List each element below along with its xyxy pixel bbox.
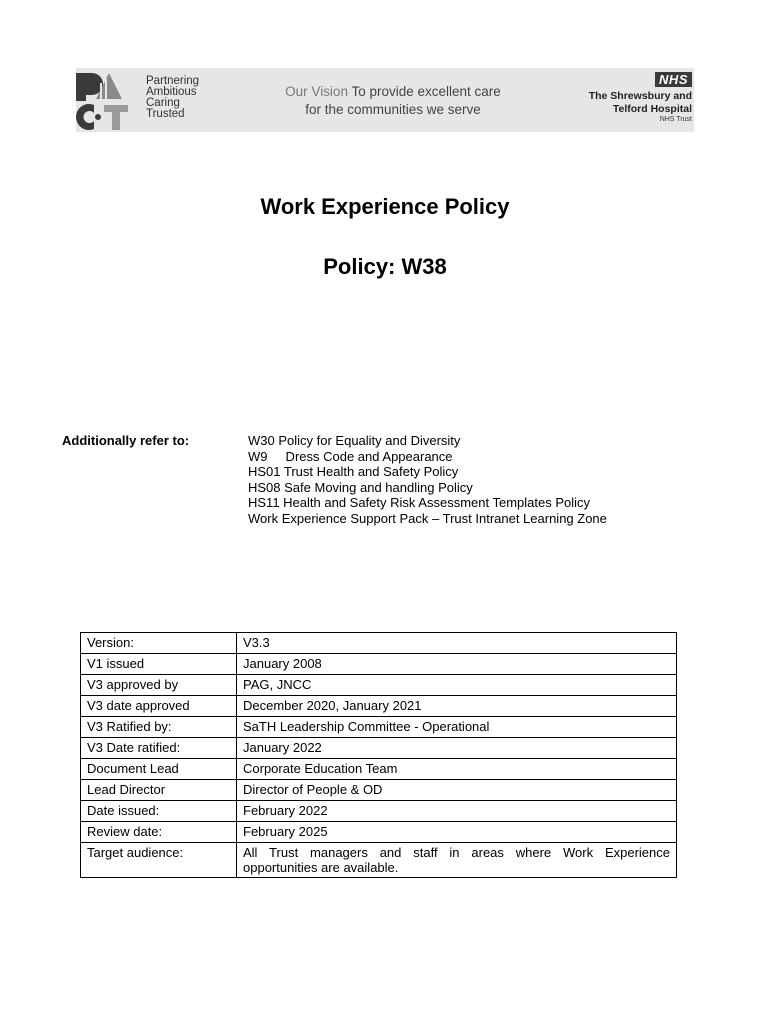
vision-highlight: Our Vision: [285, 84, 348, 99]
row-value: PAG, JNCC: [237, 675, 677, 696]
table-row: [81, 759, 677, 780]
trust-name-line2: Telford Hospital: [612, 103, 692, 115]
refer-list: [248, 433, 607, 527]
vision-statement: [248, 83, 538, 119]
nhs-trust-logo: [589, 71, 692, 124]
value-ambitious: Ambitious: [146, 86, 197, 98]
table-row: [81, 675, 677, 696]
trust-name-line1: The Shrewsbury and: [588, 90, 692, 102]
row-value: December 2020, January 2021: [237, 696, 677, 717]
row-value: V3.3: [237, 633, 677, 654]
value-trusted: Trusted: [146, 108, 185, 120]
table-row: [81, 654, 677, 675]
value-caring: Caring: [146, 97, 180, 109]
row-key: V3 Date ratified:: [81, 738, 237, 759]
document-title: Work Experience Policy: [260, 194, 510, 219]
row-key: Lead Director: [81, 780, 237, 801]
refer-item: HS08 Safe Moving and handling Policy: [248, 479, 473, 495]
table-row: [81, 738, 677, 759]
row-key: Date issued:: [81, 801, 237, 822]
table-row: [81, 780, 677, 801]
row-key: Version:: [81, 633, 237, 654]
refer-label: Additionally refer to:: [62, 433, 190, 448]
refer-item: HS11 Health and Safety Risk Assessment Templates Policy: [248, 495, 591, 511]
row-key: Review date:: [81, 822, 237, 843]
row-key: V1 issued: [81, 654, 237, 675]
row-key: V3 Ratified by:: [81, 717, 237, 738]
row-key: V3 approved by: [81, 675, 237, 696]
table-row: [81, 633, 677, 654]
row-value: February 2025: [237, 822, 677, 843]
trust-suffix: NHS Trust: [659, 116, 692, 123]
nhs-badge: NHS: [655, 72, 692, 87]
table-row: [81, 843, 677, 878]
table-row: [81, 696, 677, 717]
vision-line1: To provide excellent care: [351, 84, 501, 99]
row-value: SaTH Leadership Committee - Operational: [237, 717, 677, 738]
vision-line2: for the communities we serve: [305, 102, 481, 117]
document-metadata-table: [80, 632, 677, 878]
header-banner: [76, 68, 694, 132]
refer-item: W30 Policy for Equality and Diversity: [248, 433, 461, 448]
row-value: All Trust managers and staff in areas where Work Experience opportunities are available.: [237, 843, 677, 878]
row-value: February 2022: [237, 801, 677, 822]
row-key: Target audience:: [81, 843, 237, 878]
value-partnering: Partnering: [146, 75, 200, 87]
row-value: Director of People & OD: [237, 780, 677, 801]
table-row: [81, 822, 677, 843]
pact-logo-icon: [76, 71, 140, 131]
refer-item: W9 Dress Code and Appearance: [248, 448, 453, 464]
table-row: [81, 801, 677, 822]
row-value: Corporate Education Team: [237, 759, 677, 780]
row-key: Document Lead: [81, 759, 237, 780]
row-value: January 2022: [237, 738, 677, 759]
refer-item: Work Experience Support Pack – Trust Intranet Learning Zone: [248, 510, 607, 526]
table-row: [81, 717, 677, 738]
policy-code: Policy: W38: [323, 254, 447, 279]
trust-values: [146, 76, 199, 120]
row-value: January 2008: [237, 654, 677, 675]
refer-item: HS01 Trust Health and Safety Policy: [248, 464, 459, 480]
row-key: V3 date approved: [81, 696, 237, 717]
